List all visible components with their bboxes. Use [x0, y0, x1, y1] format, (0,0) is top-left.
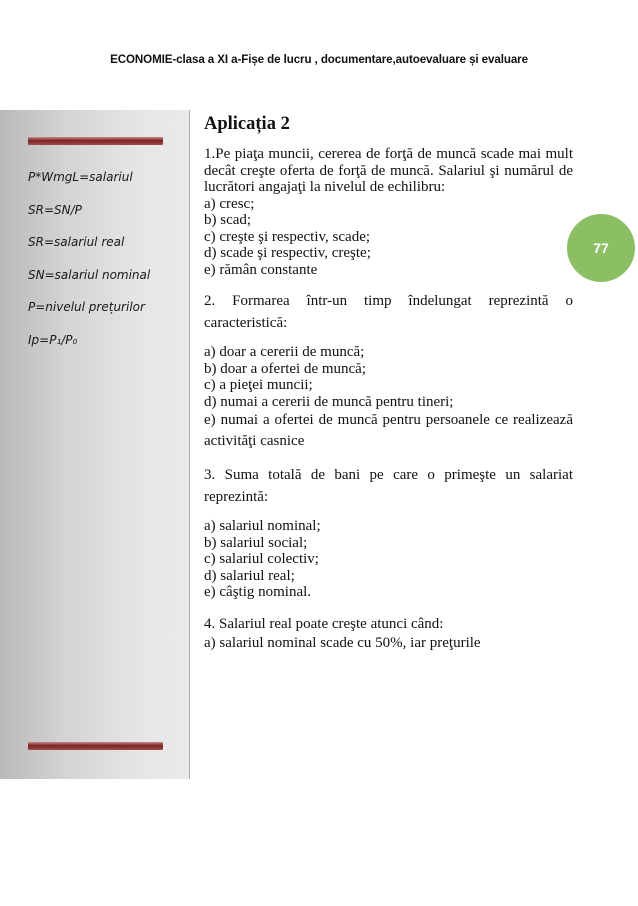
answer-option: a) doar a cererii de muncă;	[204, 344, 365, 360]
question-text: 3. Suma totală de bani pe care o primeşte un salariat reprezintă:	[204, 467, 573, 505]
question-text: 4. Salariul real poate creşte atunci când:	[204, 615, 444, 632]
formula-sidebar	[0, 110, 190, 779]
answer-option: e) câştig nominal.	[204, 584, 312, 600]
answer-option: e) rămân constante	[204, 261, 318, 278]
sidebar-top-rule	[28, 137, 163, 145]
question-2	[204, 290, 573, 452]
formula-item: P*WmgL=salariul	[28, 170, 133, 184]
formula-item: SR=salariul real	[28, 235, 125, 249]
question-text: 2. Formarea într-un timp îndelungat reprezintă o caracteristică:	[204, 293, 573, 331]
answer-option: c) creşte şi respectiv, scade;	[204, 228, 371, 245]
answer-option: b) scad;	[204, 212, 252, 228]
question-4	[204, 613, 573, 652]
question-3	[204, 464, 573, 601]
question-1	[204, 146, 573, 278]
answer-option: a) salariul nominal scade cu 50%, iar preţurile	[204, 634, 481, 651]
answer-option: a) salariul nominal;	[204, 518, 321, 534]
formula-item: SN=salariul nominal	[28, 267, 151, 282]
page-number-badge: 77	[567, 214, 635, 282]
formula-item: Ip=P₁/P₀	[28, 332, 78, 347]
formula-item: P=nivelul prețurilor	[28, 300, 145, 314]
answer-option: c) a pieţei muncii;	[204, 377, 313, 393]
answer-option: d) numai a cererii de muncă pentru tineri;	[204, 393, 454, 410]
answer-option: c) salariul colectiv;	[204, 551, 319, 567]
page-header: ECONOMIE-clasa a XI a-Fișe de lucru , documentare,autoevaluare și evaluare	[110, 53, 528, 66]
sidebar-bottom-rule	[28, 742, 163, 750]
formula-list	[28, 169, 188, 364]
answer-option: e) numai a ofertei de muncă pentru persoanele ce realizează activităţi casnice	[204, 412, 573, 449]
formula-item: SR=SN/P	[28, 202, 82, 217]
answer-option: d) scade şi respectiv, creşte;	[204, 245, 371, 261]
answer-option: b) doar a ofertei de muncă;	[204, 360, 367, 377]
question-text: 1.Pe piaţa muncii, cererea de forţă de muncă scade mai mult decât creşte oferta de forţă de muncă. Salariul şi numărul de lucrători angajaţi la nivelul de echilibru:	[204, 146, 573, 195]
answer-option: a) cresc;	[204, 195, 255, 212]
main-content	[204, 110, 573, 651]
answer-option: d) salariul real;	[204, 567, 295, 584]
section-title: Aplicația 2	[204, 114, 290, 134]
answer-option: b) salariul social;	[204, 534, 308, 551]
